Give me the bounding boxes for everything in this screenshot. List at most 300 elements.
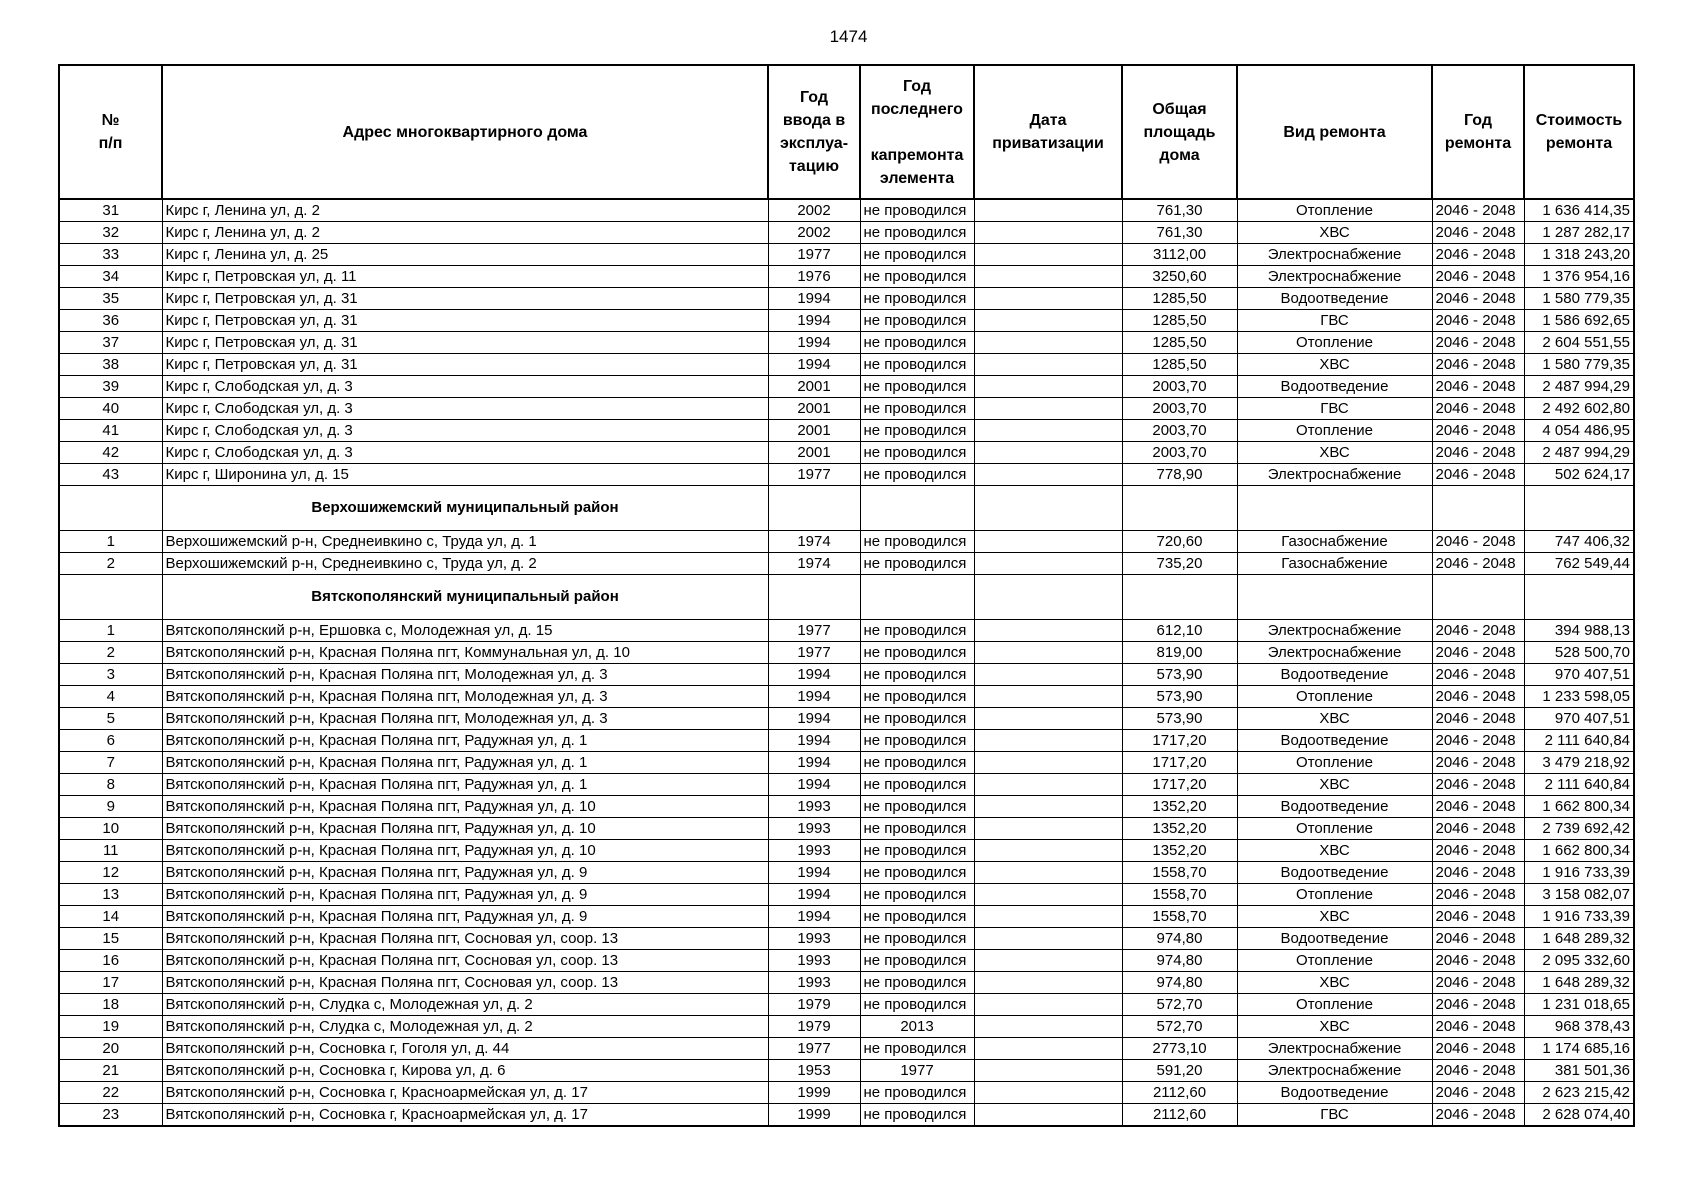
cell-year-commission: 1976 [768, 266, 860, 288]
section-empty-cell [1237, 486, 1432, 531]
cell-repair-period: 2046 - 2048 [1432, 332, 1524, 354]
cell-repair-type: Водоотведение [1237, 1082, 1432, 1104]
cell-year-commission: 1979 [768, 994, 860, 1016]
cell-address: Вятскополянский р-н, Красная Поляна пгт, Коммунальная ул, д. 10 [162, 642, 768, 664]
cell-repair-period: 2046 - 2048 [1432, 464, 1524, 486]
cell-cost: 1 662 800,34 [1524, 796, 1634, 818]
cell-number: 6 [59, 730, 162, 752]
table-row [59, 796, 1634, 818]
cell-year-commission: 2001 [768, 420, 860, 442]
cell-area: 572,70 [1122, 994, 1237, 1016]
header-privatization: Дата приватизации [974, 65, 1122, 199]
section-empty-cell [860, 486, 974, 531]
cell-number: 40 [59, 398, 162, 420]
cell-privatization [974, 398, 1122, 420]
cell-cost: 502 624,17 [1524, 464, 1634, 486]
cell-privatization [974, 376, 1122, 398]
cell-last-repair: не проводился [860, 288, 974, 310]
table-row [59, 664, 1634, 686]
cell-area: 1285,50 [1122, 354, 1237, 376]
header-address: Адрес многоквартирного дома [162, 65, 768, 199]
cell-cost: 1 916 733,39 [1524, 862, 1634, 884]
cell-repair-period: 2046 - 2048 [1432, 398, 1524, 420]
cell-year-commission: 1993 [768, 796, 860, 818]
cell-area: 2003,70 [1122, 420, 1237, 442]
cell-cost: 2 492 602,80 [1524, 398, 1634, 420]
cell-cost: 2 095 332,60 [1524, 950, 1634, 972]
section-title: Вятскополянский муниципальный район [162, 575, 768, 620]
cell-last-repair: не проводился [860, 796, 974, 818]
cell-repair-period: 2046 - 2048 [1432, 620, 1524, 642]
cell-last-repair: не проводился [860, 906, 974, 928]
cell-privatization [974, 840, 1122, 862]
section-empty-cell [59, 575, 162, 620]
cell-address: Вятскополянский р-н, Красная Поляна пгт, Молодежная ул, д. 3 [162, 664, 768, 686]
cell-year-commission: 1977 [768, 244, 860, 266]
cell-address: Кирс г, Слободская ул, д. 3 [162, 442, 768, 464]
cell-last-repair: не проводился [860, 928, 974, 950]
cell-year-commission: 1994 [768, 906, 860, 928]
cell-cost: 1 233 598,05 [1524, 686, 1634, 708]
cell-repair-type: Водоотведение [1237, 664, 1432, 686]
cell-year-commission: 2001 [768, 442, 860, 464]
cell-year-commission: 1999 [768, 1082, 860, 1104]
cell-repair-type: ГВС [1237, 1104, 1432, 1127]
cell-cost: 381 501,36 [1524, 1060, 1634, 1082]
cell-address: Вятскополянский р-н, Красная Поляна пгт, Радужная ул, д. 10 [162, 796, 768, 818]
cell-cost: 3 158 082,07 [1524, 884, 1634, 906]
section-empty-cell [1237, 575, 1432, 620]
table-row [59, 642, 1634, 664]
cell-address: Вятскополянский р-н, Сосновка г, Красноармейская ул, д. 17 [162, 1104, 768, 1127]
cell-number: 2 [59, 553, 162, 575]
cell-cost: 2 487 994,29 [1524, 442, 1634, 464]
cell-year-commission: 1979 [768, 1016, 860, 1038]
cell-repair-type: ГВС [1237, 310, 1432, 332]
cell-last-repair: не проводился [860, 266, 974, 288]
cell-area: 573,90 [1122, 686, 1237, 708]
cell-privatization [974, 332, 1122, 354]
cell-repair-type: Отопление [1237, 420, 1432, 442]
cell-address: Вятскополянский р-н, Ершовка с, Молодежная ул, д. 15 [162, 620, 768, 642]
cell-area: 735,20 [1122, 553, 1237, 575]
cell-year-commission: 1993 [768, 950, 860, 972]
cell-year-commission: 1974 [768, 553, 860, 575]
cell-address: Вятскополянский р-н, Сосновка г, Красноармейская ул, д. 17 [162, 1082, 768, 1104]
cell-last-repair: не проводился [860, 531, 974, 553]
cell-repair-type: Отопление [1237, 332, 1432, 354]
cell-last-repair: не проводился [860, 642, 974, 664]
cell-cost: 528 500,70 [1524, 642, 1634, 664]
cell-year-commission: 1994 [768, 708, 860, 730]
cell-number: 35 [59, 288, 162, 310]
cell-number: 18 [59, 994, 162, 1016]
table-row [59, 1082, 1634, 1104]
cell-privatization [974, 553, 1122, 575]
cell-address: Вятскополянский р-н, Красная Поляна пгт, Радужная ул, д. 10 [162, 840, 768, 862]
cell-year-commission: 2001 [768, 398, 860, 420]
cell-last-repair: не проводился [860, 199, 974, 222]
cell-privatization [974, 1082, 1122, 1104]
cell-repair-type: Водоотведение [1237, 730, 1432, 752]
cell-repair-period: 2046 - 2048 [1432, 994, 1524, 1016]
cell-area: 761,30 [1122, 199, 1237, 222]
table-row [59, 464, 1634, 486]
table-row [59, 1016, 1634, 1038]
section-empty-cell [1524, 486, 1634, 531]
cell-repair-period: 2046 - 2048 [1432, 928, 1524, 950]
cell-number: 20 [59, 1038, 162, 1060]
cell-address: Вятскополянский р-н, Красная Поляна пгт, Сосновая ул, соор. 13 [162, 950, 768, 972]
cell-area: 1558,70 [1122, 906, 1237, 928]
cell-address: Кирс г, Петровская ул, д. 11 [162, 266, 768, 288]
cell-privatization [974, 1104, 1122, 1127]
cell-area: 819,00 [1122, 642, 1237, 664]
header-number: № п/п [59, 65, 162, 199]
cell-year-commission: 1994 [768, 288, 860, 310]
cell-number: 4 [59, 686, 162, 708]
table-row [59, 199, 1634, 222]
table-row [59, 752, 1634, 774]
cell-year-commission: 2001 [768, 376, 860, 398]
cell-privatization [974, 420, 1122, 442]
table-row [59, 884, 1634, 906]
table-row [59, 730, 1634, 752]
cell-number: 2 [59, 642, 162, 664]
cell-repair-period: 2046 - 2048 [1432, 1104, 1524, 1127]
cell-area: 1717,20 [1122, 730, 1237, 752]
cell-number: 7 [59, 752, 162, 774]
cell-area: 573,90 [1122, 664, 1237, 686]
cell-privatization [974, 708, 1122, 730]
cell-number: 11 [59, 840, 162, 862]
cell-privatization [974, 884, 1122, 906]
cell-address: Вятскополянский р-н, Красная Поляна пгт, Радужная ул, д. 9 [162, 906, 768, 928]
cell-area: 2112,60 [1122, 1082, 1237, 1104]
cell-repair-period: 2046 - 2048 [1432, 752, 1524, 774]
cell-privatization [974, 906, 1122, 928]
cell-privatization [974, 950, 1122, 972]
cell-repair-type: Отопление [1237, 199, 1432, 222]
cell-last-repair: не проводился [860, 553, 974, 575]
cell-number: 17 [59, 972, 162, 994]
cell-repair-type: Газоснабжение [1237, 531, 1432, 553]
cell-cost: 1 636 414,35 [1524, 199, 1634, 222]
cell-repair-period: 2046 - 2048 [1432, 420, 1524, 442]
table-row [59, 928, 1634, 950]
cell-repair-type: ХВС [1237, 906, 1432, 928]
cell-address: Вятскополянский р-н, Красная Поляна пгт, Молодежная ул, д. 3 [162, 708, 768, 730]
cell-repair-type: ХВС [1237, 442, 1432, 464]
cell-number: 31 [59, 199, 162, 222]
cell-cost: 1 648 289,32 [1524, 972, 1634, 994]
table-row [59, 950, 1634, 972]
cell-area: 1285,50 [1122, 288, 1237, 310]
table-row [59, 972, 1634, 994]
cell-cost: 968 378,43 [1524, 1016, 1634, 1038]
cell-number: 43 [59, 464, 162, 486]
cell-repair-type: Газоснабжение [1237, 553, 1432, 575]
cell-year-commission: 1994 [768, 730, 860, 752]
cell-number: 41 [59, 420, 162, 442]
cell-address: Вятскополянский р-н, Сосновка г, Гоголя ул, д. 44 [162, 1038, 768, 1060]
cell-cost: 970 407,51 [1524, 708, 1634, 730]
cell-last-repair: не проводился [860, 708, 974, 730]
header-last-repair: Год последнего капремонта элемента [860, 65, 974, 199]
cell-repair-period: 2046 - 2048 [1432, 442, 1524, 464]
cell-repair-type: Водоотведение [1237, 796, 1432, 818]
cell-cost: 2 487 994,29 [1524, 376, 1634, 398]
cell-number: 37 [59, 332, 162, 354]
cell-number: 38 [59, 354, 162, 376]
cell-number: 23 [59, 1104, 162, 1127]
cell-area: 612,10 [1122, 620, 1237, 642]
cell-area: 572,70 [1122, 1016, 1237, 1038]
section-empty-cell [768, 575, 860, 620]
cell-repair-type: ХВС [1237, 222, 1432, 244]
cell-number: 32 [59, 222, 162, 244]
cell-number: 39 [59, 376, 162, 398]
cell-year-commission: 1994 [768, 686, 860, 708]
header-year-commission: Год ввода в эксплуа- тацию [768, 65, 860, 199]
cell-repair-period: 2046 - 2048 [1432, 972, 1524, 994]
cell-privatization [974, 818, 1122, 840]
cell-repair-period: 2046 - 2048 [1432, 1016, 1524, 1038]
cell-cost: 970 407,51 [1524, 664, 1634, 686]
cell-privatization [974, 464, 1122, 486]
cell-cost: 1 916 733,39 [1524, 906, 1634, 928]
cell-cost: 1 231 018,65 [1524, 994, 1634, 1016]
section-empty-cell [1432, 575, 1524, 620]
cell-repair-period: 2046 - 2048 [1432, 199, 1524, 222]
cell-year-commission: 1994 [768, 332, 860, 354]
cell-address: Кирс г, Петровская ул, д. 31 [162, 288, 768, 310]
table-row [59, 994, 1634, 1016]
table-row [59, 1060, 1634, 1082]
cell-last-repair: не проводился [860, 840, 974, 862]
section-empty-cell [860, 575, 974, 620]
cell-repair-period: 2046 - 2048 [1432, 686, 1524, 708]
cell-repair-type: ХВС [1237, 354, 1432, 376]
cell-cost: 1 586 692,65 [1524, 310, 1634, 332]
cell-repair-period: 2046 - 2048 [1432, 1038, 1524, 1060]
cell-repair-type: ХВС [1237, 840, 1432, 862]
cell-privatization [974, 642, 1122, 664]
cell-number: 14 [59, 906, 162, 928]
table-row [59, 398, 1634, 420]
cell-address: Кирс г, Ленина ул, д. 25 [162, 244, 768, 266]
cell-year-commission: 1994 [768, 664, 860, 686]
cell-number: 33 [59, 244, 162, 266]
cell-privatization [974, 752, 1122, 774]
cell-repair-period: 2046 - 2048 [1432, 642, 1524, 664]
cell-area: 974,80 [1122, 950, 1237, 972]
cell-repair-period: 2046 - 2048 [1432, 906, 1524, 928]
cell-address: Кирс г, Петровская ул, д. 31 [162, 332, 768, 354]
cell-year-commission: 1977 [768, 642, 860, 664]
cell-number: 9 [59, 796, 162, 818]
cell-address: Вятскополянский р-н, Красная Поляна пгт, Радужная ул, д. 1 [162, 730, 768, 752]
cell-last-repair: не проводился [860, 376, 974, 398]
cell-privatization [974, 928, 1122, 950]
cell-privatization [974, 266, 1122, 288]
table-row [59, 708, 1634, 730]
cell-last-repair: не проводился [860, 972, 974, 994]
page-number: 1474 [829, 27, 868, 46]
cell-cost: 4 054 486,95 [1524, 420, 1634, 442]
section-header-row [59, 486, 1634, 531]
table-row [59, 288, 1634, 310]
section-title: Верхошижемский муниципальный район [162, 486, 768, 531]
header-repair-type: Вид ремонта [1237, 65, 1432, 199]
cell-repair-period: 2046 - 2048 [1432, 730, 1524, 752]
cell-repair-period: 2046 - 2048 [1432, 774, 1524, 796]
cell-cost: 2 628 074,40 [1524, 1104, 1634, 1127]
cell-last-repair: не проводился [860, 1104, 974, 1127]
cell-last-repair: не проводился [860, 884, 974, 906]
cell-repair-period: 2046 - 2048 [1432, 222, 1524, 244]
cell-last-repair: не проводился [860, 222, 974, 244]
cell-last-repair: не проводился [860, 752, 974, 774]
header-repair-year: Год ремонта [1432, 65, 1524, 199]
table-row [59, 420, 1634, 442]
cell-repair-type: Отопление [1237, 950, 1432, 972]
cell-cost: 1 287 282,17 [1524, 222, 1634, 244]
cell-privatization [974, 620, 1122, 642]
cell-privatization [974, 664, 1122, 686]
table-row [59, 553, 1634, 575]
cell-cost: 2 604 551,55 [1524, 332, 1634, 354]
cell-repair-type: Водоотведение [1237, 862, 1432, 884]
cell-repair-period: 2046 - 2048 [1432, 244, 1524, 266]
cell-area: 1285,50 [1122, 310, 1237, 332]
cell-cost: 762 549,44 [1524, 553, 1634, 575]
cell-year-commission: 1999 [768, 1104, 860, 1127]
cell-year-commission: 1977 [768, 464, 860, 486]
cell-address: Вятскополянский р-н, Красная Поляна пгт, Радужная ул, д. 1 [162, 752, 768, 774]
cell-repair-type: Водоотведение [1237, 928, 1432, 950]
cell-repair-type: Электроснабжение [1237, 1038, 1432, 1060]
cell-year-commission: 1974 [768, 531, 860, 553]
section-header-row [59, 575, 1634, 620]
cell-last-repair: не проводился [860, 310, 974, 332]
cell-repair-type: Отопление [1237, 686, 1432, 708]
cell-area: 1558,70 [1122, 862, 1237, 884]
table-row [59, 686, 1634, 708]
cell-repair-period: 2046 - 2048 [1432, 818, 1524, 840]
table-row [59, 310, 1634, 332]
cell-number: 16 [59, 950, 162, 972]
cell-repair-period: 2046 - 2048 [1432, 664, 1524, 686]
cell-number: 1 [59, 620, 162, 642]
cell-area: 2003,70 [1122, 398, 1237, 420]
cell-address: Кирс г, Петровская ул, д. 31 [162, 354, 768, 376]
cell-last-repair: не проводился [860, 1038, 974, 1060]
cell-privatization [974, 686, 1122, 708]
cell-repair-period: 2046 - 2048 [1432, 376, 1524, 398]
cell-last-repair: 1977 [860, 1060, 974, 1082]
cell-address: Кирс г, Петровская ул, д. 31 [162, 310, 768, 332]
cell-address: Вятскополянский р-н, Красная Поляна пгт, Радужная ул, д. 10 [162, 818, 768, 840]
table-row [59, 442, 1634, 464]
cell-privatization [974, 222, 1122, 244]
table-row [59, 906, 1634, 928]
cell-number: 13 [59, 884, 162, 906]
cell-privatization [974, 796, 1122, 818]
cell-address: Кирс г, Слободская ул, д. 3 [162, 398, 768, 420]
cell-area: 974,80 [1122, 928, 1237, 950]
section-empty-cell [1524, 575, 1634, 620]
cell-area: 591,20 [1122, 1060, 1237, 1082]
cell-repair-period: 2046 - 2048 [1432, 553, 1524, 575]
cell-address: Кирс г, Ленина ул, д. 2 [162, 199, 768, 222]
cell-repair-type: Водоотведение [1237, 376, 1432, 398]
cell-last-repair: не проводился [860, 686, 974, 708]
cell-year-commission: 1953 [768, 1060, 860, 1082]
table-row [59, 774, 1634, 796]
cell-privatization [974, 244, 1122, 266]
cell-repair-period: 2046 - 2048 [1432, 266, 1524, 288]
cell-repair-period: 2046 - 2048 [1432, 1082, 1524, 1104]
cell-number: 8 [59, 774, 162, 796]
section-empty-cell [768, 486, 860, 531]
cell-year-commission: 2002 [768, 222, 860, 244]
cell-area: 974,80 [1122, 972, 1237, 994]
cell-number: 19 [59, 1016, 162, 1038]
cell-cost: 1 174 685,16 [1524, 1038, 1634, 1060]
cell-area: 3112,00 [1122, 244, 1237, 266]
cell-area: 720,60 [1122, 531, 1237, 553]
cell-year-commission: 2002 [768, 199, 860, 222]
cell-repair-type: ХВС [1237, 972, 1432, 994]
cell-year-commission: 1993 [768, 840, 860, 862]
cell-last-repair: 2013 [860, 1016, 974, 1038]
cell-cost: 747 406,32 [1524, 531, 1634, 553]
cell-number: 3 [59, 664, 162, 686]
cell-repair-type: Водоотведение [1237, 288, 1432, 310]
cell-repair-type: Отопление [1237, 884, 1432, 906]
table-row [59, 531, 1634, 553]
cell-number: 1 [59, 531, 162, 553]
cell-number: 5 [59, 708, 162, 730]
cell-year-commission: 1977 [768, 1038, 860, 1060]
cell-area: 1717,20 [1122, 752, 1237, 774]
cell-privatization [974, 1016, 1122, 1038]
cell-year-commission: 1993 [768, 818, 860, 840]
cell-repair-type: Отопление [1237, 752, 1432, 774]
cell-area: 761,30 [1122, 222, 1237, 244]
cell-year-commission: 1993 [768, 928, 860, 950]
cell-last-repair: не проводился [860, 774, 974, 796]
cell-address: Вятскополянский р-н, Красная Поляна пгт, Молодежная ул, д. 3 [162, 686, 768, 708]
cell-privatization [974, 310, 1122, 332]
cell-area: 573,90 [1122, 708, 1237, 730]
cell-area: 1717,20 [1122, 774, 1237, 796]
cell-year-commission: 1994 [768, 310, 860, 332]
cell-address: Верхошижемский р-н, Среднеивкино с, Труда ул, д. 2 [162, 553, 768, 575]
cell-cost: 394 988,13 [1524, 620, 1634, 642]
table-row [59, 1038, 1634, 1060]
cell-privatization [974, 1038, 1122, 1060]
table-row [59, 332, 1634, 354]
table-row [59, 376, 1634, 398]
cell-area: 1352,20 [1122, 840, 1237, 862]
cell-number: 22 [59, 1082, 162, 1104]
cell-repair-period: 2046 - 2048 [1432, 310, 1524, 332]
cell-repair-type: Отопление [1237, 994, 1432, 1016]
cell-privatization [974, 1060, 1122, 1082]
cell-area: 2112,60 [1122, 1104, 1237, 1127]
